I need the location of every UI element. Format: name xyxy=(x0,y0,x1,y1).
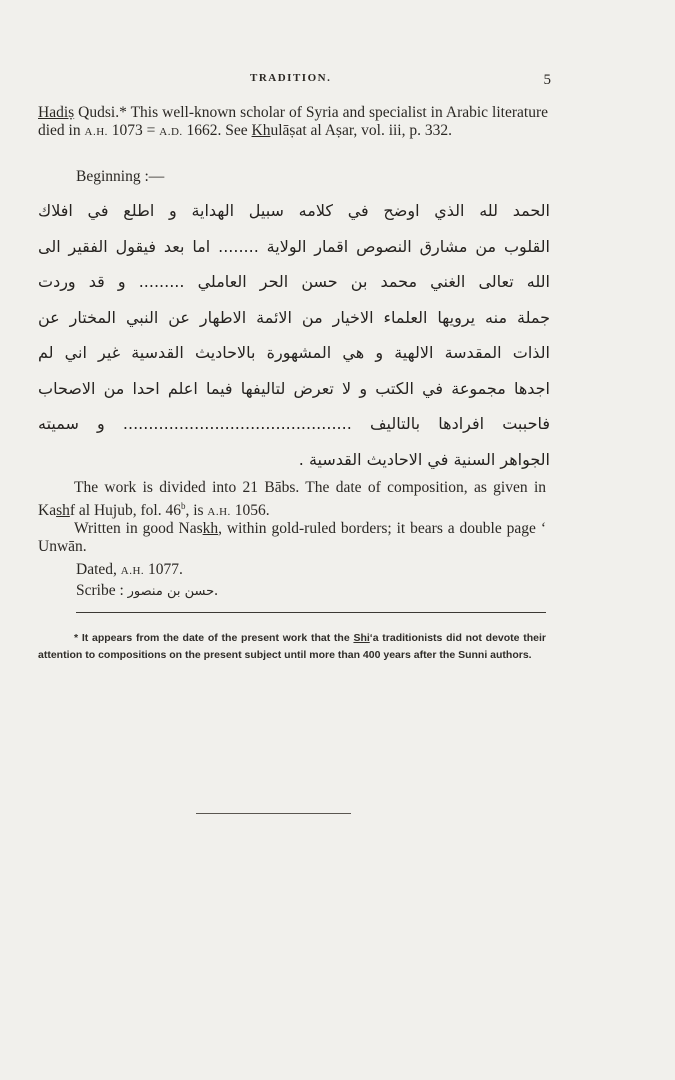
footnote-text-b: ‘a traditionists did not devote their attention to compositions on the present subject until more than 400 years after the Sunni authors. xyxy=(38,632,546,661)
arabic-line: الحمد لله الذي اوضح في كلامه سبيل الهداية و اطلع في افلاك xyxy=(38,201,550,220)
arabic-line: الذات المقدسة الالهية و هي المشهورة بالاحاديث القدسية غير اني لم xyxy=(38,343,550,362)
section-end-rule xyxy=(196,813,351,814)
p2-kh: kh xyxy=(202,520,219,537)
reference-rest: ulāṣat al Aṣar, vol. iii, p. 332. xyxy=(270,122,452,139)
p1-superscript: b xyxy=(180,501,186,511)
footnote xyxy=(38,630,546,664)
intro-text-1: This well-known scholar of Syria and specialist in Arabic literature died in xyxy=(38,104,548,139)
name-part-1: Hadiṣ xyxy=(38,104,75,121)
name-part-2: Qudsi.* xyxy=(74,104,127,121)
footnote-shi: Shi xyxy=(353,632,370,644)
scribe-label: Scribe : xyxy=(76,582,124,599)
intro-paragraph xyxy=(38,104,548,141)
written-paragraph xyxy=(38,520,546,556)
arabic-line: القلوب من مشارق النصوص اقمار الولاية ........ اما بعد فيقول الفقير الى xyxy=(38,236,550,256)
intro-text-3: 1662. See xyxy=(182,122,252,139)
p2-text-a: Written in good Nas xyxy=(74,520,203,537)
scribe-end: . xyxy=(214,582,218,599)
p1-text-c: , is xyxy=(185,502,208,520)
division-paragraph xyxy=(38,479,546,521)
p1-text-d: 1056. xyxy=(230,502,270,520)
arabic-line: اجدها مجموعة في الكتب و لا تعرض لتاليفها فيما اعلم احدا من الاصحاب xyxy=(38,378,550,398)
arabic-line: فاحببت افرادها بالتاليف ............................................. و سميته xyxy=(38,414,550,433)
arabic-line: الله تعالى الغني محمد بن حسن الحر العاملي ......... و قد وردت xyxy=(38,272,550,291)
p2-text-b: , within gold-ruled borders; it bears a double page ‘ Unwān. xyxy=(38,520,546,555)
footnote-text xyxy=(38,630,546,664)
dated-year: 1077. xyxy=(144,561,183,578)
p1-ah-label: A.H. xyxy=(207,506,231,519)
scribe-name-arabic: حسن بن منصور xyxy=(127,584,215,599)
page-number: 5 xyxy=(543,72,551,88)
running-title: TRADITION. xyxy=(250,72,332,84)
scribe-line xyxy=(76,582,218,600)
beginning-label: Beginning :— xyxy=(76,168,165,185)
footnote-divider xyxy=(76,612,546,613)
date-ah-label: A.H. xyxy=(84,126,108,138)
p1-sh: sh xyxy=(56,502,70,520)
intro-text-2: 1073 = xyxy=(107,122,160,139)
arabic-line: الجواهر السنية في الاحاديث القدسية . xyxy=(298,449,550,469)
date-ad-label: A.D. xyxy=(159,126,183,138)
dated-label: Dated, xyxy=(76,561,121,578)
arabic-line: جملة منه يرويها العلماء الاخيار من الائمة الاطهار عن النبي المختار عن xyxy=(38,307,550,327)
reference-kh: Kh xyxy=(251,122,271,139)
p1-text-b: f al Hujub, fol. 46 xyxy=(69,502,181,520)
p1-text-a: The work is divided into 21 Bābs. The date of composition, as given in Ka xyxy=(38,479,546,520)
arabic-incipit xyxy=(38,193,550,477)
footnote-text-a: * It appears from the date of the present work that the xyxy=(74,632,354,644)
dated-line xyxy=(76,561,183,579)
dated-ah-label: A.H. xyxy=(120,565,145,577)
